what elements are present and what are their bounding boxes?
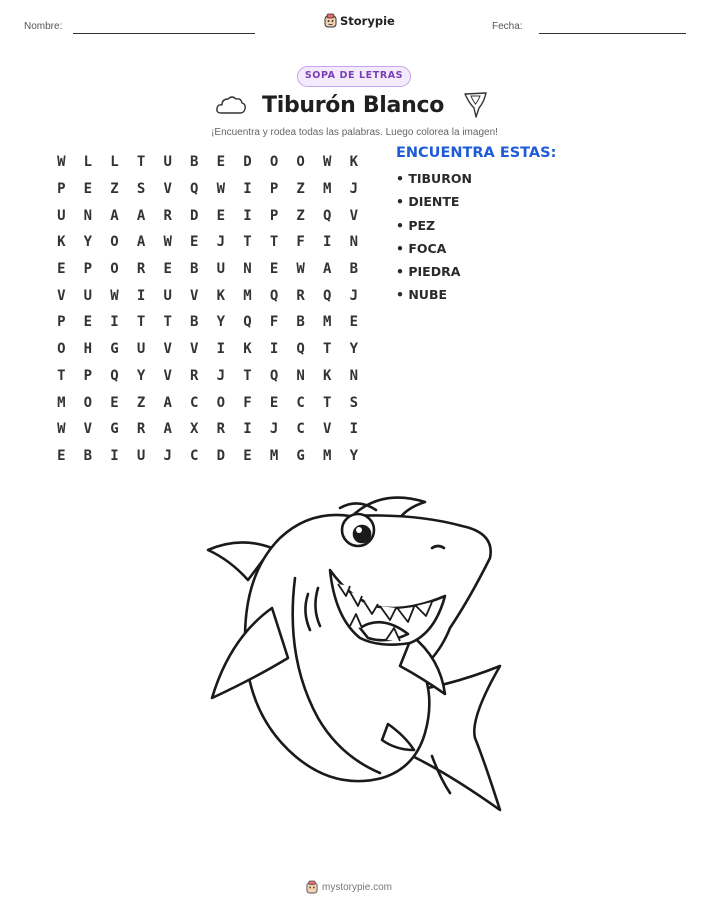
grid-row [48,202,367,229]
grid-letter[interactable]: E [216,154,226,171]
grid-letter[interactable]: I [110,314,119,331]
grid-letter[interactable]: E [57,261,66,278]
grid-letter[interactable]: M [323,447,332,464]
grid-letter[interactable]: N [243,261,252,278]
grid-letter[interactable]: Q [110,367,119,384]
grid-letter[interactable]: R [163,207,172,224]
grid-letter[interactable]: Q [296,341,305,358]
grid-letter[interactable]: V [323,421,332,438]
grid-letter[interactable]: U [136,341,146,358]
grid-letter[interactable]: P [57,314,66,331]
word-list-item: • PIEDRA [396,264,461,280]
grid-letter[interactable]: L [110,154,119,171]
grid-letter[interactable]: K [349,154,359,171]
grid-letter[interactable]: O [110,234,119,251]
storypie-logo-icon [324,13,337,28]
grid-letter[interactable]: W [57,154,66,171]
date-line[interactable] [539,33,686,34]
grid-letter[interactable]: B [190,154,199,171]
grid-letter[interactable]: N [349,367,359,384]
grid-letter[interactable]: R [136,421,146,438]
grid-letter[interactable]: Z [110,181,119,198]
grid-letter[interactable]: M [323,181,332,198]
grid-letter[interactable]: O [57,341,66,358]
grid-letter[interactable]: W [163,234,172,251]
grid-letter[interactable]: T [136,314,146,331]
grid-letter[interactable]: A [163,421,172,438]
grid-letter[interactable]: G [296,447,305,464]
grid-letter[interactable]: V [349,207,359,224]
name-label: Nombre: [24,21,63,32]
grid-letter[interactable]: Q [190,181,199,198]
grid-letter[interactable]: O [216,394,226,411]
grid-letter[interactable]: I [323,234,332,251]
grid-letter[interactable]: Z [296,207,305,224]
grid-letter[interactable]: U [57,207,66,224]
word-search-grid[interactable] [48,149,367,469]
word-list-item: • DIENTE [396,194,460,210]
grid-letter[interactable]: O [110,261,119,278]
grid-row [48,389,367,416]
grid-letter[interactable]: R [216,421,226,438]
word-list [396,171,472,311]
grid-letter[interactable]: T [57,367,66,384]
grid-letter[interactable]: Q [323,287,332,304]
grid-row [48,363,367,390]
grid-letter[interactable]: P [83,367,93,384]
grid-letter[interactable]: O [83,394,93,411]
grid-letter[interactable]: J [163,447,172,464]
grid-letter[interactable]: P [57,181,66,198]
grid-letter[interactable]: T [323,341,332,358]
grid-letter[interactable]: I [243,181,252,198]
grid-letter[interactable]: E [269,394,279,411]
grid-letter[interactable]: I [269,341,279,358]
grid-letter[interactable]: Z [136,394,146,411]
grid-letter[interactable]: S [136,181,146,198]
grid-letter[interactable]: E [190,234,199,251]
grid-letter[interactable]: T [163,314,172,331]
grid-letter[interactable]: B [296,314,305,331]
word-list-title: ENCUENTRA ESTAS: [396,145,557,161]
grid-letter[interactable]: U [136,447,146,464]
grid-letter[interactable]: G [110,421,119,438]
grid-letter[interactable]: I [243,207,252,224]
grid-letter[interactable]: I [349,421,359,438]
grid-letter[interactable]: C [296,394,305,411]
grid-letter[interactable]: R [296,287,305,304]
grid-letter[interactable]: Q [269,367,279,384]
word-list-item: • NUBE [396,287,448,303]
grid-letter[interactable]: E [83,181,93,198]
grid-letter[interactable]: J [349,287,359,304]
grid-letter[interactable]: U [216,261,226,278]
grid-letter[interactable]: W [323,154,332,171]
date-label: Fecha: [492,21,523,32]
grid-row [48,282,367,309]
grid-letter[interactable]: J [349,181,359,198]
grid-row [48,256,367,283]
footer [306,880,392,894]
grid-letter[interactable]: T [243,367,252,384]
word-list-item: • PEZ [396,217,436,233]
grid-letter[interactable]: Y [349,341,359,358]
grid-letter[interactable]: R [190,367,199,384]
grid-letter[interactable]: T [269,234,279,251]
grid-letter[interactable]: V [190,341,199,358]
grid-letter[interactable]: V [190,287,199,304]
grid-letter[interactable]: A [136,207,146,224]
grid-letter[interactable]: A [110,207,119,224]
grid-letter[interactable]: P [269,181,279,198]
shark-illustration[interactable] [200,488,510,818]
grid-letter[interactable]: T [323,394,332,411]
grid-letter[interactable]: I [110,447,119,464]
page-title: Tiburón Blanco [262,93,445,118]
grid-letter[interactable]: G [110,341,119,358]
grid-letter[interactable]: A [323,261,332,278]
grid-letter[interactable]: E [216,207,226,224]
grid-letter[interactable]: A [163,394,172,411]
grid-letter[interactable]: M [57,394,66,411]
grid-letter[interactable]: Q [243,314,252,331]
grid-letter[interactable]: Y [216,314,226,331]
grid-letter[interactable]: K [57,234,66,251]
grid-letter[interactable]: O [296,154,305,171]
grid-letter[interactable]: E [269,261,279,278]
grid-letter[interactable]: T [243,234,252,251]
grid-letter[interactable]: L [83,154,93,171]
grid-letter[interactable]: F [243,394,252,411]
grid-row [48,176,367,203]
grid-letter[interactable]: M [269,447,279,464]
grid-letter[interactable]: J [216,367,226,384]
grid-letter[interactable]: X [190,421,199,438]
grid-letter[interactable]: K [243,341,252,358]
grid-letter[interactable]: V [163,341,172,358]
grid-letter[interactable]: M [243,287,252,304]
grid-letter[interactable]: K [216,287,226,304]
grid-letter[interactable]: J [216,234,226,251]
grid-letter[interactable]: E [243,447,252,464]
grid-letter[interactable]: Q [269,287,279,304]
storypie-logo [324,13,395,28]
grid-letter[interactable]: A [136,234,146,251]
grid-letter[interactable]: Y [83,234,93,251]
grid-letter[interactable]: W [216,181,226,198]
name-line[interactable] [73,33,255,34]
grid-letter[interactable]: Z [296,181,305,198]
grid-letter[interactable]: H [83,341,93,358]
grid-letter[interactable]: D [190,207,199,224]
grid-row [48,309,367,336]
grid-letter[interactable]: E [57,447,66,464]
grid-letter[interactable]: R [136,261,146,278]
grid-letter[interactable]: W [110,287,119,304]
instructions: ¡Encuentra y rodea todas las palabras. Luego colorea la imagen! [211,127,498,138]
grid-letter[interactable]: Q [323,207,332,224]
grid-letter[interactable]: V [57,287,66,304]
grid-row [48,229,367,256]
grid-letter[interactable]: V [163,181,172,198]
grid-row [48,149,367,176]
grid-letter[interactable]: J [269,421,279,438]
grid-letter[interactable]: U [83,287,93,304]
grid-letter[interactable]: I [243,421,252,438]
grid-letter[interactable]: D [216,447,226,464]
grid-letter[interactable]: D [243,154,252,171]
grid-letter[interactable]: C [190,447,199,464]
grid-letter[interactable]: P [83,261,93,278]
grid-letter[interactable]: E [163,261,172,278]
grid-letter[interactable]: C [296,421,305,438]
grid-letter[interactable]: B [190,314,199,331]
brand-name: Storypie [340,13,395,28]
grid-letter[interactable]: P [269,207,279,224]
grid-letter[interactable]: V [83,421,93,438]
grid-letter[interactable]: T [136,154,146,171]
grid-letter[interactable]: V [163,367,172,384]
footer-url: mystorypie.com [322,881,393,893]
grid-letter[interactable]: W [296,261,305,278]
grid-letter[interactable]: B [349,261,359,278]
grid-letter[interactable]: N [349,234,359,251]
word-list-item: • TIBURON [396,171,472,186]
grid-letter[interactable]: F [269,314,279,331]
grid-letter[interactable]: E [83,314,93,331]
cloud-icon [215,94,247,116]
grid-letter[interactable]: U [163,287,172,304]
grid-letter[interactable]: N [83,207,93,224]
activity-badge: SOPA DE LETRAS [297,66,411,87]
grid-letter[interactable]: E [349,314,359,331]
grid-letter[interactable]: B [190,261,199,278]
grid-letter[interactable]: Y [349,447,359,464]
grid-letter[interactable]: Y [136,367,146,384]
grid-letter[interactable]: I [136,287,146,304]
grid-row [48,336,367,363]
grid-letter[interactable]: W [57,421,66,438]
grid-letter[interactable]: F [296,234,305,251]
grid-letter[interactable]: S [349,394,359,411]
grid-letter[interactable]: U [163,154,172,171]
grid-letter[interactable]: C [190,394,199,411]
grid-letter[interactable]: E [110,394,119,411]
grid-letter[interactable]: I [216,341,226,358]
grid-letter[interactable]: B [83,447,93,464]
grid-row [48,416,367,443]
storypie-logo-icon [306,880,318,894]
word-list-item: • FOCA [396,240,447,256]
grid-letter[interactable]: N [296,367,305,384]
grid-row [48,443,367,470]
tooth-icon [462,90,490,120]
grid-letter[interactable]: M [323,314,332,331]
grid-letter[interactable]: O [269,154,279,171]
grid-letter[interactable]: K [323,367,332,384]
